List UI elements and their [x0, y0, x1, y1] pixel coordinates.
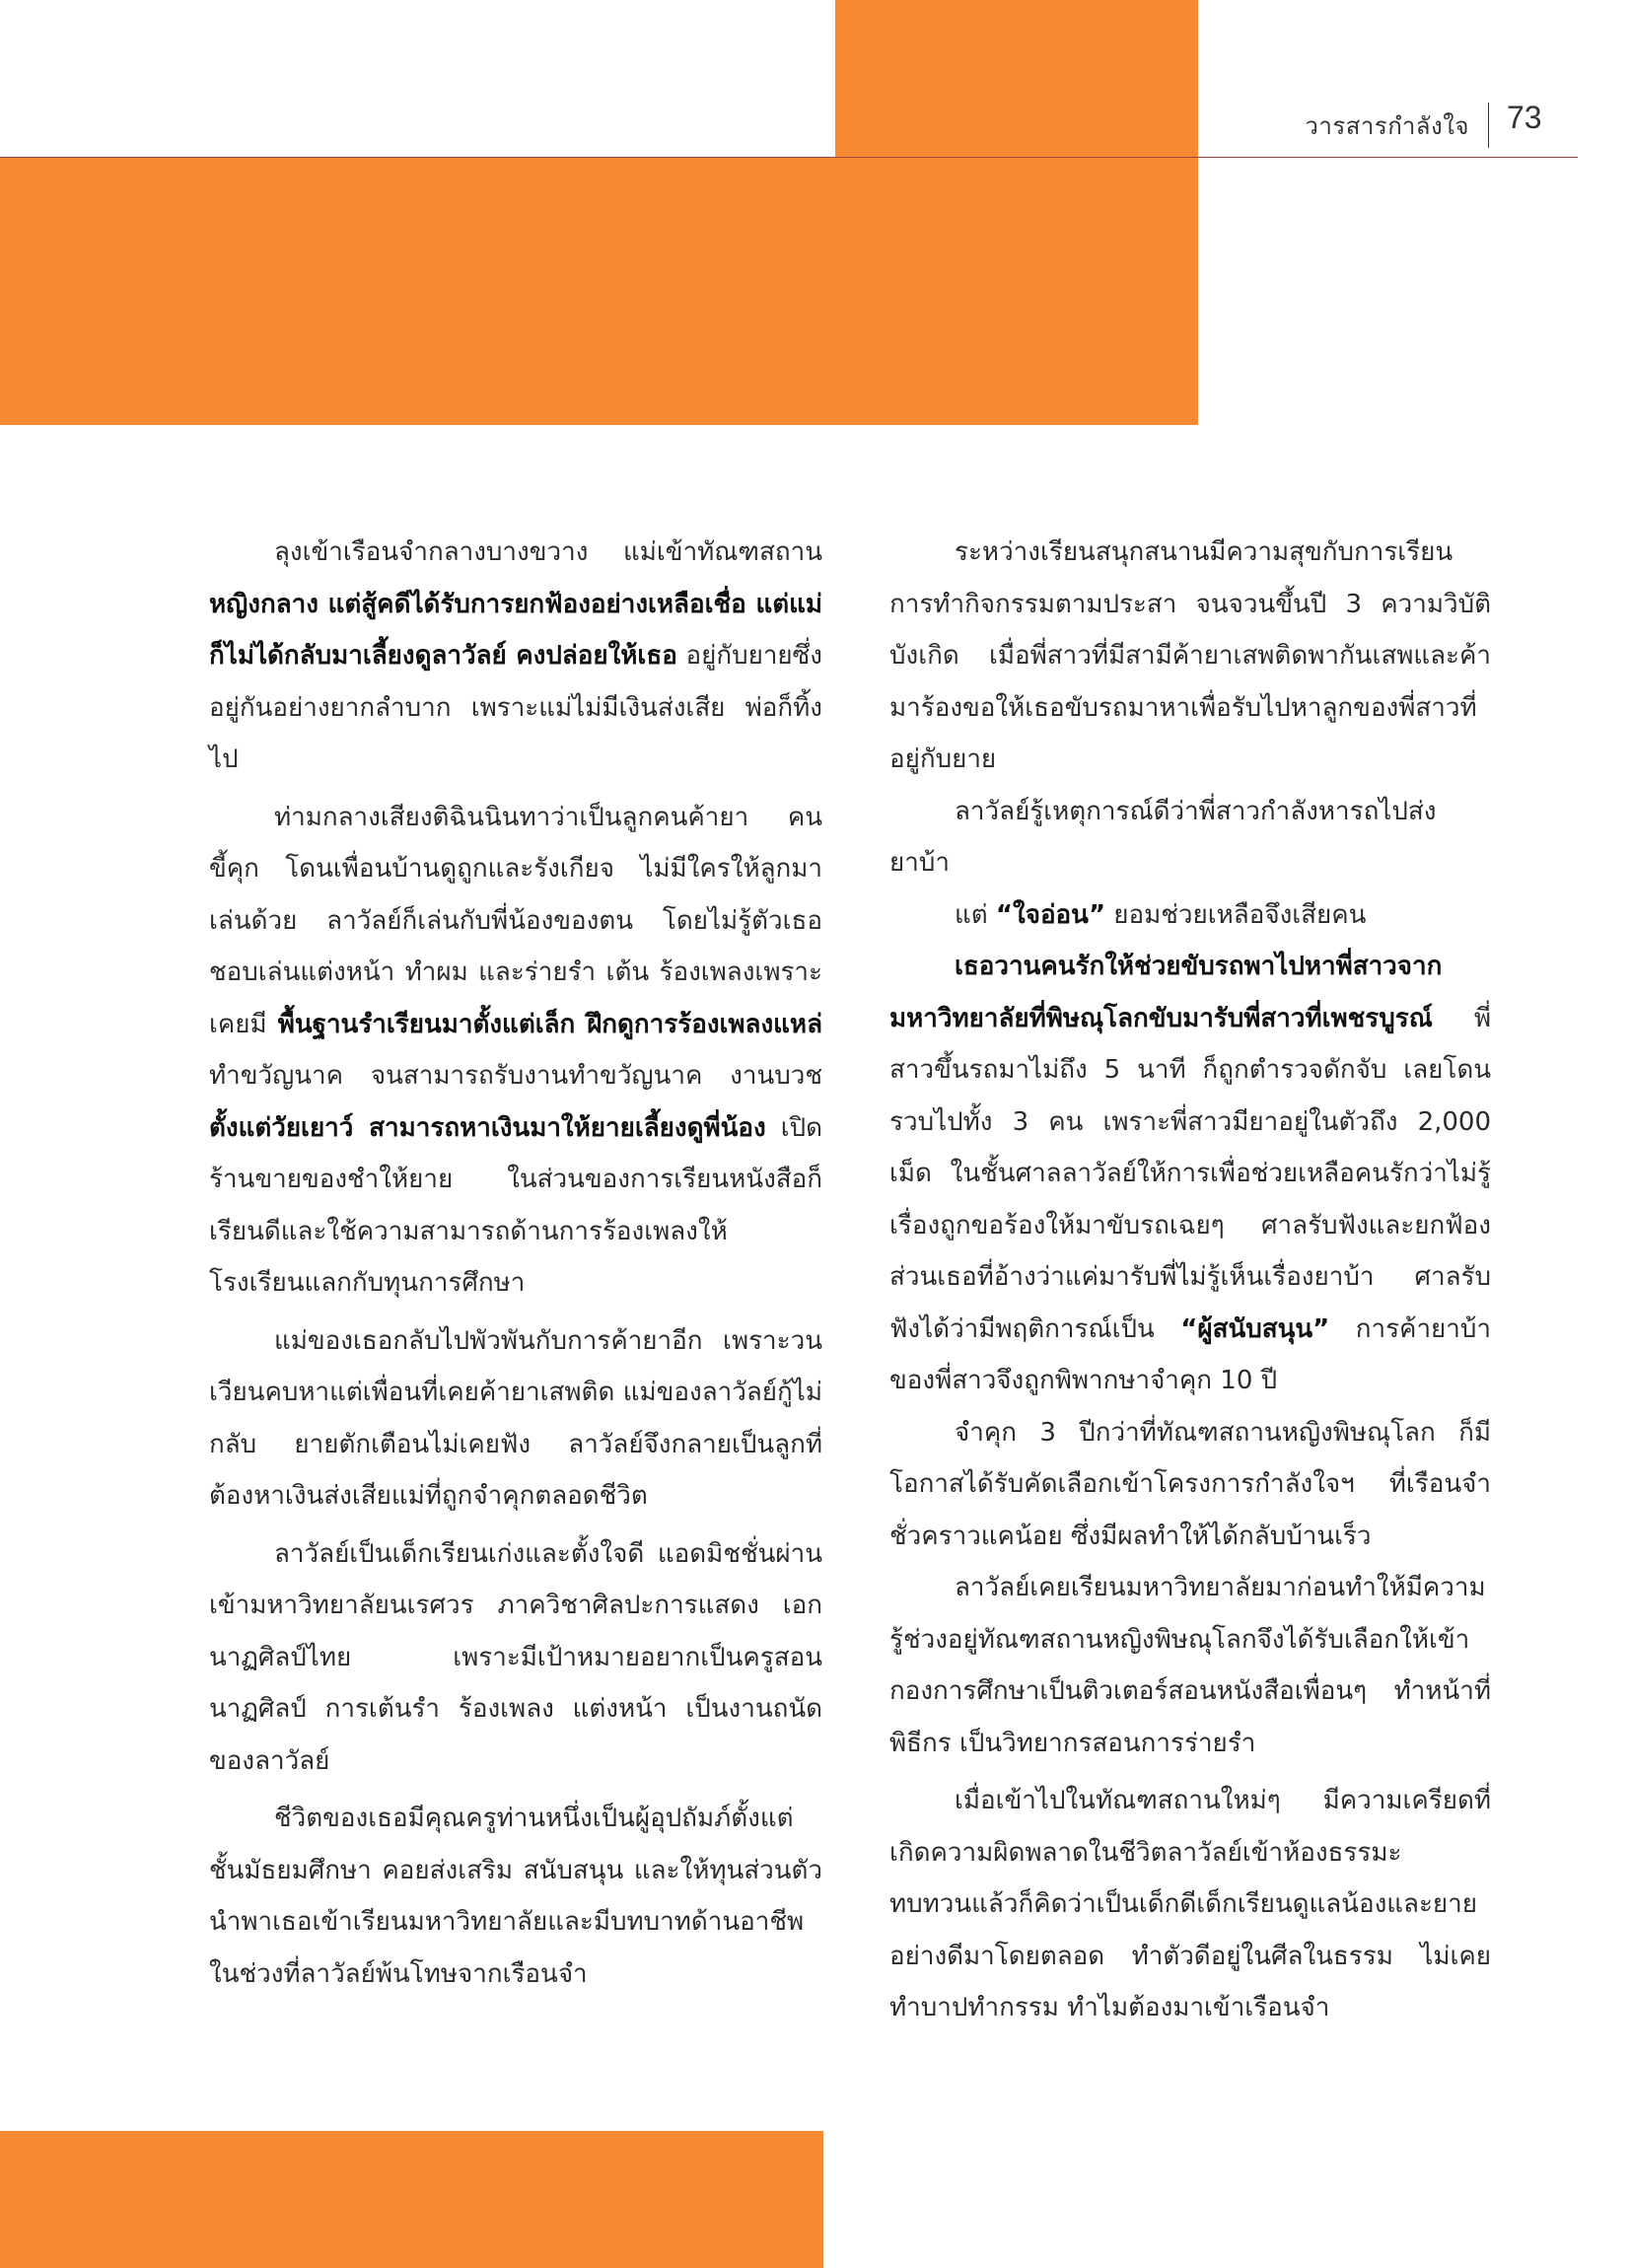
- paragraph: ระหว่างเรียนสนุกสนานมีความสุขกับการเรียน การทำกิจกรรมตามประสา จนจวนขึ้นปี 3 ความวิบัติบังเกิด เมื่อพี่สาวที่มีสามีค้ายาเสพติดพากันเสพและค้ามาร้องขอให้เธอขับรถมาหาเพื่อรับไปหาลูกของพี่สาวที่อยู่กับยาย: [889, 537, 1491, 774]
- text-span: ท่ามกลางเสียงติฉินนินทาว่าเป็นลูกคนค้ายา คนขี้คุก โดนเพื่อนบ้านดูถูกและรังเกียจ ไม่มีใครให้ลูกมาเล่นด้วย ลาวัลย์ก็เล่นกับพี่น้องของตน โดยไม่รู้ตัวเธอชอบเล่นแต่งหน้า ทำผม และร่ายรำ เต้น ร้องเพลงเพราะเคยมี: [209, 802, 822, 1039]
- header-divider: [1488, 103, 1489, 148]
- paragraph: เมื่อเข้าไปในทัณฑสถานใหม่ๆ มีความเครียดที่เกิดความผิดพลาดในชีวิตลาวัลย์เข้าห้องธรรมะ ทบทวนแล้วก็คิดว่าเป็นเด็กดีเด็กเรียนดูแลน้องและยายอย่างดีมาโดยตลอด ทำตัวดีอยู่ในศีลในธรรม ไม่เคยทำบาปทำกรรม ทำไมต้องมาเข้าเรือนจำ: [889, 1786, 1491, 2022]
- text-span: การค้ายาบ้าของพี่สาวจึงถูกพิพากษาจำคุก 10 ปี: [889, 1313, 1491, 1395]
- text-span: ยอมช่วยเหลือจึงเสียคน: [1105, 899, 1367, 930]
- paragraph: จำคุก 3 ปีกว่าที่ทัณฑสถานหญิงพิษณุโลก ก็มีโอกาสได้รับคัดเลือกเข้าโครงการกำลังใจฯ ที่เรือนจำชั่วคราวแคน้อย ซึ่งมีผลทำให้ได้กลับบ้านเร็ว: [889, 1417, 1491, 1551]
- header-rule: [0, 157, 1578, 158]
- text-span: เปิดร้านขายของชำให้ยาย ในส่วนของการเรียนหนังสือก็เรียนดีและใช้ความสามารถด้านการร้องเพลงให้โรงเรียนแลกกับทุนการศึกษา: [209, 1112, 823, 1298]
- emphasis-quote: “ใจอ่อน”: [995, 899, 1106, 930]
- text-span: อยู่กับยายซึ่งอยู่กันอย่างยากลำบาก เพราะแม่ไม่มีเงินส่งเสีย พ่อก็ทิ้งไป: [209, 641, 822, 774]
- text-span: ทำขวัญนาค จนสามารถรับงานทำขวัญนาค งานบวช: [209, 1061, 822, 1091]
- page-number: 73: [1507, 100, 1542, 135]
- text-span: พี่สาวขึ้นรถมาไม่ถึง 5 นาที ก็ถูกตำรวจดักจับ เลยโดนรวบไปทั้ง 3 คน เพราะพี่สาวมียาอยู่ในตัวถึง 2,000 เม็ด ในชั้นศาลลาวัลย์ให้การเพื่อช่วยเหลือคนรักว่าไม่รู้เรื่องถูกขอร้องให้มาขับรถเฉยๆ ศาลรับฟังและยกฟ้อง ส่วนเธอที่อ้างว่าแค่มารับพี่ไม่รู้เห็นเรื่องยาบ้า ศาลรับฟังได้ว่ามีพฤติการณ์เป็น: [889, 1003, 1491, 1344]
- paragraph: [889, 889, 1491, 942]
- paragraph: ลาวัลย์เป็นเด็กเรียนเก่งและตั้งใจดี แอดมิชชั่นผ่านเข้ามหาวิทยาลัยนเรศวร ภาควิชาศิลปะการแสดง เอกนาฏศิลป์ไทย เพราะมีเป้าหมายอยากเป็นครูสอนนาฏศิลป์ การเต้นรำ ร้องเพลง แต่งหน้า เป็นงานถนัดของลาวัลย์: [209, 1538, 822, 1776]
- emphasis-text: เธอวานคนรักให้ช่วยขับรถพาไปหาพี่สาวจากมหาวิทยาลัยที่พิษณุโลกขับมารับพี่สาวที่เพชรบูรณ์: [889, 952, 1443, 1033]
- paragraph: ลาวัลย์เคยเรียนมหาวิทยาลัยมาก่อนทำให้มีความรู้ช่วงอยู่ทัณฑสถานหญิงพิษณุโลกจึงได้รับเลือกให้เข้ากองการศึกษาเป็นติวเตอร์สอนหนังสือเพื่อนๆ ทำหน้าที่พิธีกร เป็นวิทยากรสอนการร่ายรำ: [889, 1573, 1491, 1758]
- running-title: วารสารกำลังใจ: [1305, 112, 1469, 140]
- paragraph: ชีวิตของเธอมีคุณครูท่านหนึ่งเป็นผู้อุปถัมภ์ตั้งแต่ชั้นมัธยมศึกษา คอยส่งเสริม สนับสนุน และให้ทุนส่วนตัว นำพาเธอเข้าเรียนมหาวิทยาลัยและมีบทบาทด้านอาชีพในช่วงที่ลาวัลย์พ้นโทษจากเรือนจำ: [209, 1804, 822, 1989]
- paragraph: [209, 527, 822, 786]
- right-column: [889, 527, 1491, 2034]
- emphasis-text: ตั้งแต่วัยเยาว์ สามารถหาเงินมาให้ยายเลี้ยงดูพี่น้อง: [209, 1112, 766, 1143]
- paragraph: [209, 792, 822, 1310]
- text-span: ลุงเข้าเรือนจำกลางบางขวาง แม่เข้าทัณฑสถาน: [274, 537, 822, 567]
- left-column: [209, 527, 822, 2000]
- paragraph: ลาวัลย์รู้เหตุการณ์ดีว่าพี่สาวกำลังหารถไปส่งยาบ้า: [889, 796, 1437, 878]
- emphasis-text: พื้นฐานรำเรียนมาตั้งแต่เล็ก ฝึกดูการร้องเพลงแหล่: [277, 1009, 822, 1039]
- paragraph: [889, 941, 1491, 1407]
- text-span: แต่: [955, 899, 996, 930]
- orange-banner: [0, 158, 1198, 425]
- orange-footer-block: [0, 2131, 823, 2268]
- paragraph: แม่ของเธอกลับไปพัวพันกับการค้ายาอีก เพราะวนเวียนคบหาแต่เพื่อนที่เคยค้ายาเสพติด แม่ของลาวัลย์กู้ไม่กลับ ยายตักเตือนไม่เคยฟัง ลาวัลย์จึงกลายเป็นลูกที่ต้องหาเงินส่งเสียแม่ที่ถูกจำคุกตลอดชีวิต: [209, 1325, 822, 1511]
- emphasis-quote: “ผู้สนับสนุน”: [1180, 1313, 1330, 1344]
- emphasis-text: หญิงกลาง แต่สู้คดีได้รับการยกฟ้องอย่างเหลือเชื่อ แต่แม่ก็ไม่ได้กลับมาเลี้ยงดูลาวัลย์ คงปล่อยให้เธอ: [209, 589, 822, 671]
